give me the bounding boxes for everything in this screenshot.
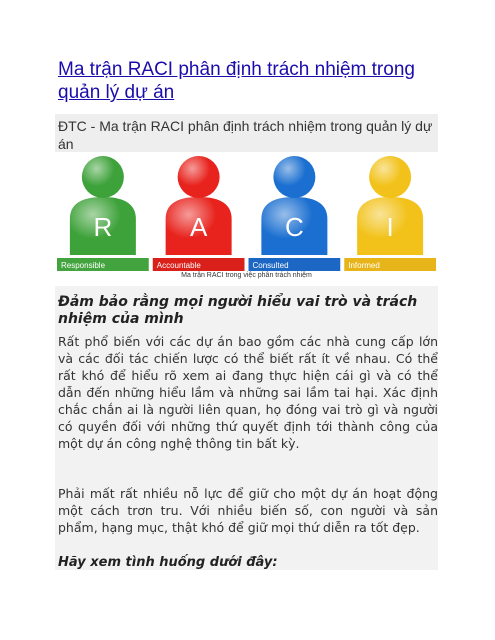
raci-person-r	[57, 156, 149, 271]
raci-persons	[57, 156, 436, 271]
paragraph-2: Phải mất rất nhiều nỗ lực để giữ cho một dự án hoạt động một cách trơn tru. Với nhiều biến số, con người và sản phẩm, hạng mục, thật khó để giữ mọi thứ diễn ra tốt đẹp.	[58, 486, 438, 535]
raci-figure-svg	[55, 152, 438, 284]
label-text: Responsible	[61, 261, 106, 270]
person-letter: I	[386, 212, 394, 242]
paragraph-1: Rất phổ biến với các dự án bao gồm các nhà cung cấp lớn và các đối tác chiến lược có thể biết rất ít về nhau. Có thể rất khó để hiểu rõ xem ai đang thực hiện cái gì và có thể dẫn đến những hiểu lầm và những sai lầm tai hại. Xác định chắc chắn ai là người liên quan, họ đóng vai trò gì và người có quyền đối với những thứ quyết định tới thành công của một dự án công nghệ thông tin bất kỳ.	[58, 334, 438, 451]
figure-caption: Ma trận RACI trong việc phân trách nhiệm	[181, 272, 312, 279]
person-head-highlight	[369, 156, 411, 198]
section-heading: Đảm bảo rằng mọi người hiểu vai trò và trách nhiệm của mình	[58, 294, 418, 327]
person-letter: A	[189, 212, 208, 242]
article-title-link[interactable]: Ma trận RACI phân định trách nhiệm trong quản lý dự án	[58, 59, 415, 103]
raci-person-a	[153, 156, 245, 271]
person-head-highlight	[178, 156, 220, 198]
raci-person-c	[249, 156, 341, 271]
person-letter: C	[284, 212, 304, 242]
label-text: Consulted	[252, 261, 289, 270]
article-subtitle: ĐTC - Ma trận RACI phân định trách nhiệm trong quản lý dự án	[58, 118, 433, 152]
section-heading-2: Hãy xem tình huống dưới đây:	[58, 555, 278, 570]
person-head-highlight	[273, 156, 315, 198]
raci-person-i	[344, 156, 436, 271]
person-head-highlight	[82, 156, 124, 198]
person-letter: R	[93, 212, 113, 242]
label-text: Informed	[348, 261, 380, 270]
label-text: Accountable	[156, 261, 201, 270]
raci-figure	[55, 152, 438, 284]
